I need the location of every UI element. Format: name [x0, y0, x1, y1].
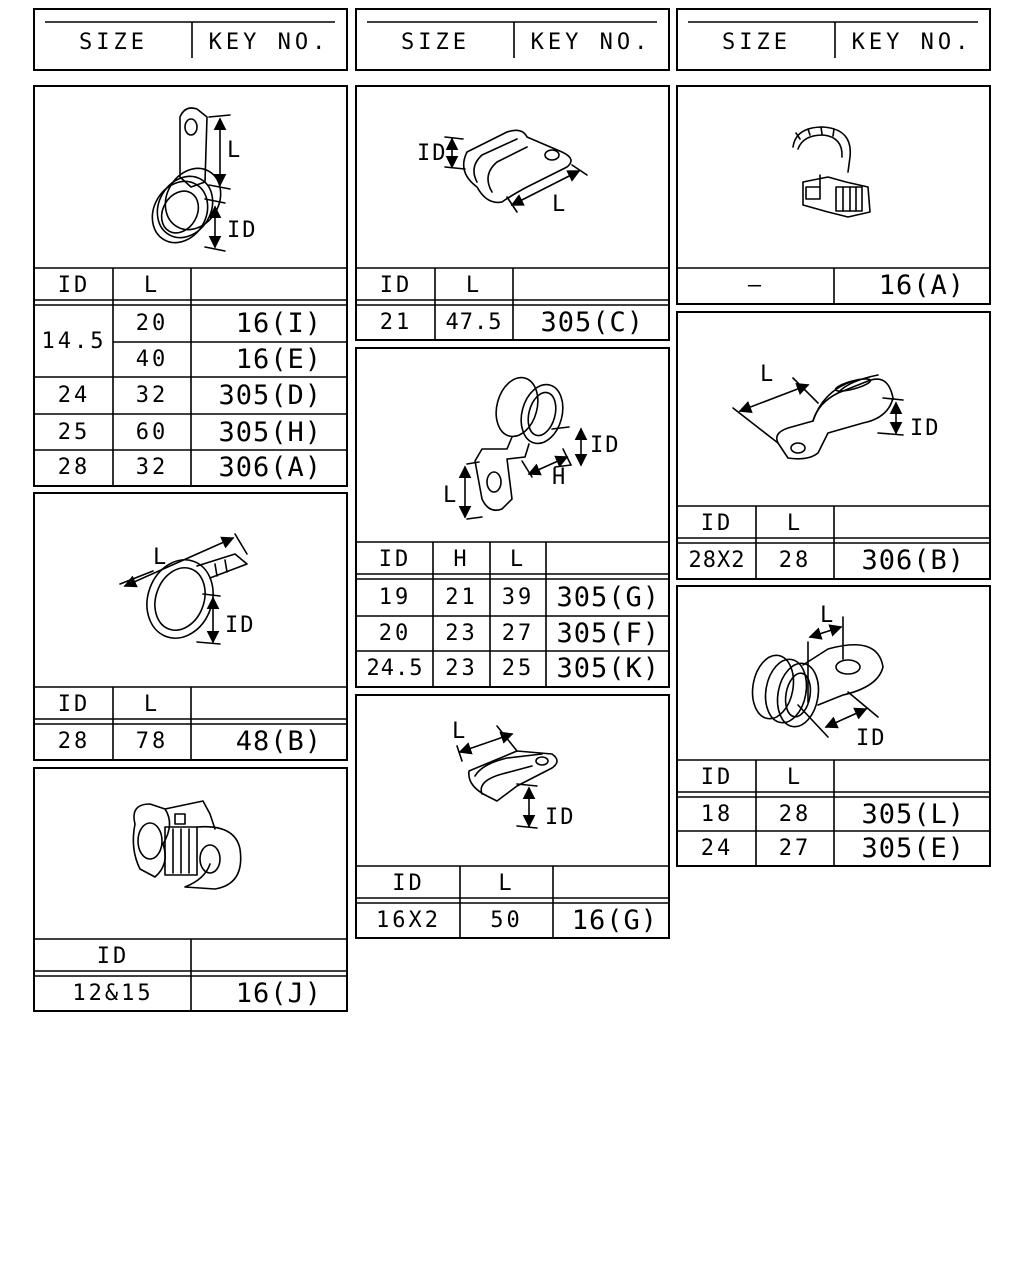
row-l: 78 [135, 729, 169, 754]
size-header: SIZE [722, 29, 791, 55]
col-l-header: L [786, 764, 804, 790]
panel-clamp-i [676, 585, 991, 867]
col-l-header: L [143, 272, 161, 298]
row-l: 20 [135, 311, 169, 336]
row-id: 28X2 [688, 548, 746, 573]
dim-id-label: ID [590, 433, 621, 458]
row-l: 32 [135, 383, 169, 408]
dim-l-label: L [552, 192, 568, 217]
row-l: 50 [490, 907, 523, 933]
col-l-header: L [786, 510, 804, 536]
row-l: 47.5 [445, 309, 503, 335]
row-key: 305(D) [218, 380, 322, 411]
size-header: SIZE [79, 29, 148, 55]
row-l: 27 [778, 835, 812, 861]
row-l: 25 [501, 656, 535, 681]
clamp-h-drawing [678, 313, 989, 578]
dim-l-label: L [760, 362, 776, 387]
clamp-b-drawing [35, 494, 346, 759]
row-key: 16(I) [235, 308, 322, 339]
row-id: 19 [378, 585, 412, 610]
row-key: 16(A) [878, 270, 965, 301]
dim-id-label: ID [225, 613, 256, 638]
panel-clamp-a [33, 85, 348, 487]
col-h-header: H [453, 546, 470, 572]
row-h: 21 [445, 585, 478, 610]
key-no-header: KEY NO. [530, 29, 652, 55]
row-id: 21 [379, 309, 413, 335]
col-id-header: ID [96, 943, 130, 969]
row-id: 28 [57, 455, 91, 480]
dim-l-label: L [443, 483, 459, 508]
row-key: 306(A) [218, 452, 322, 483]
key-no-header: KEY NO. [851, 29, 973, 55]
clamp-d-drawing [357, 87, 668, 339]
size-header: SIZE [401, 29, 470, 55]
dim-l-label: L [153, 545, 169, 570]
col-l-header: L [509, 546, 527, 572]
row-key: 305(K) [556, 653, 660, 684]
row-key: 306(B) [861, 545, 965, 576]
row-key: 305(L) [861, 798, 965, 830]
dim-id-label: ID [910, 416, 941, 441]
row-l: 40 [135, 347, 169, 372]
dim-id-label: ID [227, 218, 258, 243]
dim-id-label: ID [545, 805, 576, 830]
row-key: 305(H) [218, 416, 322, 448]
col-l-header: L [143, 691, 161, 717]
row-id: 24 [57, 383, 91, 408]
row-l: 39 [501, 585, 535, 610]
dim-l-label: L [452, 719, 468, 744]
panel-clamp-e [355, 347, 670, 688]
col-id-header: ID [700, 510, 734, 536]
col-id-header: ID [379, 272, 413, 298]
header-col-1 [33, 8, 348, 71]
row-id: 12&15 [72, 980, 154, 1006]
row-key: 305(F) [556, 618, 660, 649]
row-id: 16X2 [376, 907, 441, 933]
row-id: 20 [378, 621, 412, 646]
col-l-header: L [498, 870, 515, 896]
dim-h-label: H [552, 465, 568, 490]
col-id-header: ID [57, 272, 91, 298]
panel-clamp-g [676, 85, 991, 305]
row-l: 60 [135, 419, 169, 445]
row-key: 48(B) [235, 726, 322, 757]
row-id: 28 [57, 729, 91, 754]
row-id: 25 [57, 419, 91, 445]
row-key: 16(J) [235, 977, 322, 1009]
panel-clamp-c [33, 767, 348, 1012]
row-h: 23 [445, 621, 478, 646]
header-col-2 [355, 8, 670, 71]
dim-l-label: L [227, 138, 243, 163]
row-key: 16(E) [235, 344, 322, 375]
key-no-header: KEY NO. [208, 29, 330, 55]
row-id: 24.5 [366, 656, 424, 681]
dim-l-label: L [820, 603, 836, 628]
row-l: 28 [778, 548, 812, 573]
col-id-header: ID [700, 764, 734, 790]
row-h: 23 [445, 656, 478, 681]
col-id-header: ID [392, 870, 425, 896]
dim-id-label: ID [856, 726, 887, 751]
merged-id-cell: 14.5 [41, 328, 107, 354]
row-key: 16(G) [571, 904, 658, 936]
panel-clamp-b [33, 492, 348, 761]
row-key: 305(C) [540, 306, 644, 338]
row-size: — [747, 273, 765, 298]
row-id: 24 [700, 835, 734, 861]
row-l: 28 [778, 801, 812, 827]
col-l-header: L [465, 272, 483, 298]
panel-clamp-h [676, 311, 991, 580]
clamp-f-drawing [357, 696, 668, 937]
dim-id-label: ID [417, 141, 448, 166]
header-col-3 [676, 8, 991, 71]
row-key: 305(E) [861, 832, 965, 864]
panel-clamp-d [355, 85, 670, 341]
row-l: 32 [135, 455, 169, 480]
clamp-c-drawing [35, 769, 346, 1010]
col-id-header: ID [378, 546, 412, 572]
row-key: 305(G) [556, 582, 660, 613]
row-l: 27 [501, 621, 535, 646]
panel-clamp-f [355, 694, 670, 939]
col-id-header: ID [57, 691, 91, 717]
row-id: 18 [700, 801, 734, 827]
